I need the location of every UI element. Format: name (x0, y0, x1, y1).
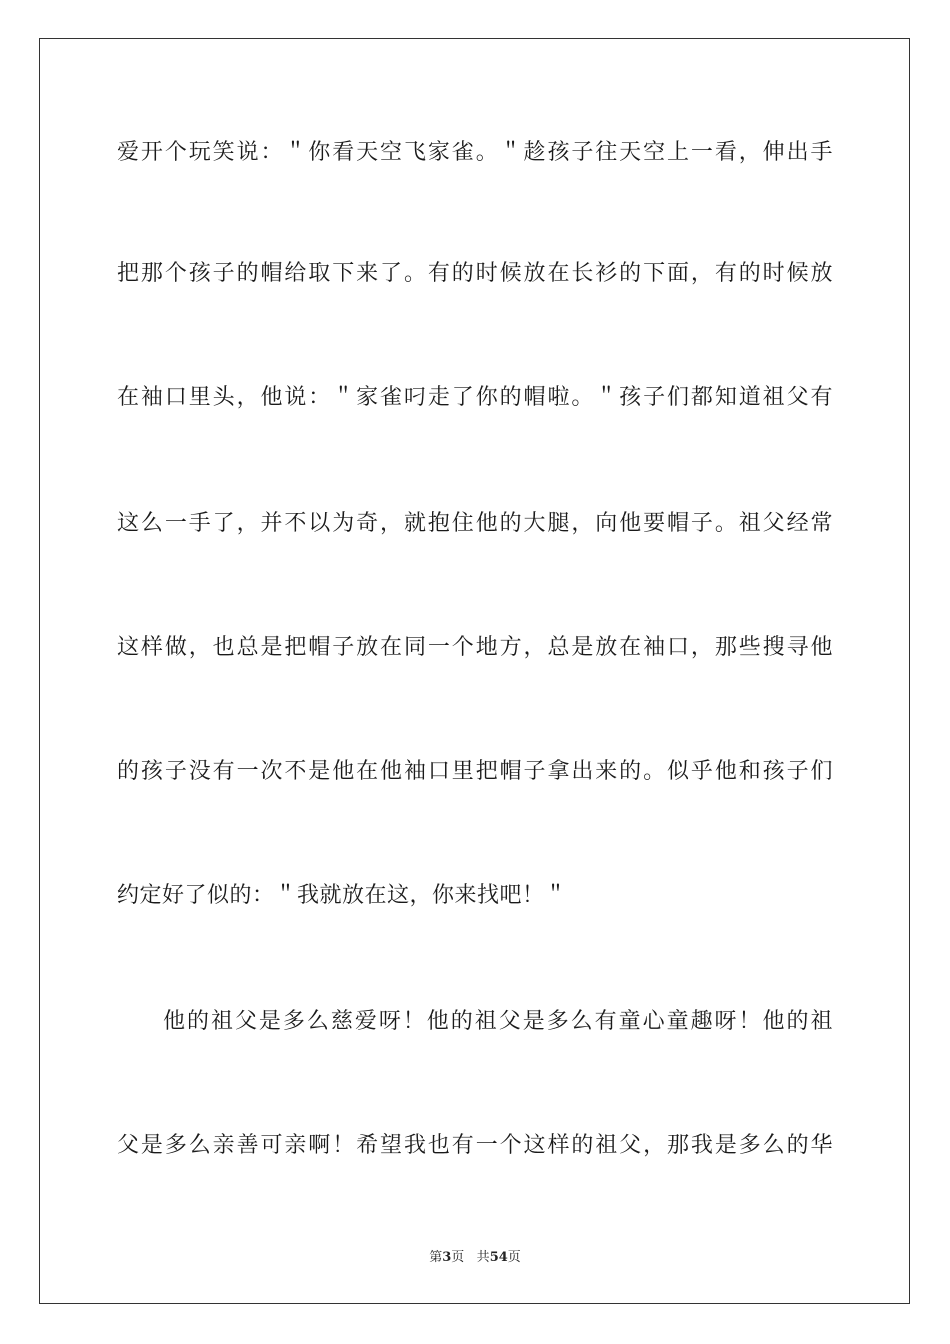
text-line-2: 把那个孩子的帽给取下来了。有的时候放在长衫的下面，有的时候放 (117, 261, 833, 286)
total-prefix: 共 (476, 1250, 490, 1265)
total-pages: 54 (489, 1250, 508, 1265)
page-number: 3 (442, 1250, 452, 1265)
page-suffix: 页 (451, 1250, 465, 1265)
text-line-6: 的孩子没有一次不是他在他袖口里把帽子拿出来的。似乎他和孩子们 (117, 759, 833, 784)
paragraph-2-line-2: 父是多么亲善可亲啊！希望我也有一个这样的祖父，那我是多么的华 (117, 1133, 833, 1158)
text-line-5: 这样做，也总是把帽子放在同一个地方，总是放在袖口，那些搜寻他 (117, 635, 833, 660)
page-border (39, 38, 910, 1304)
page-prefix: 第 (429, 1250, 443, 1265)
text-line-3: 在袖口里头，他说：＂家雀叼走了你的帽啦。＂孩子们都知道祖父有 (117, 385, 833, 410)
text-line-1: 爱开个玩笑说：＂你看天空飞家雀。＂趁孩子往天空上一看，伸出手 (117, 140, 833, 165)
total-suffix: 页 (507, 1250, 521, 1265)
page-footer (0, 1246, 950, 1265)
text-line-7: 约定好了似的：＂我就放在这，你来找吧！＂ (117, 883, 568, 908)
text-line-4: 这么一手了，并不以为奇，就抱住他的大腿，向他要帽子。祖父经常 (117, 511, 833, 536)
paragraph-2-line-1: 他的祖父是多么慈爱呀！他的祖父是多么有童心童趣呀！他的祖 (163, 1009, 833, 1034)
